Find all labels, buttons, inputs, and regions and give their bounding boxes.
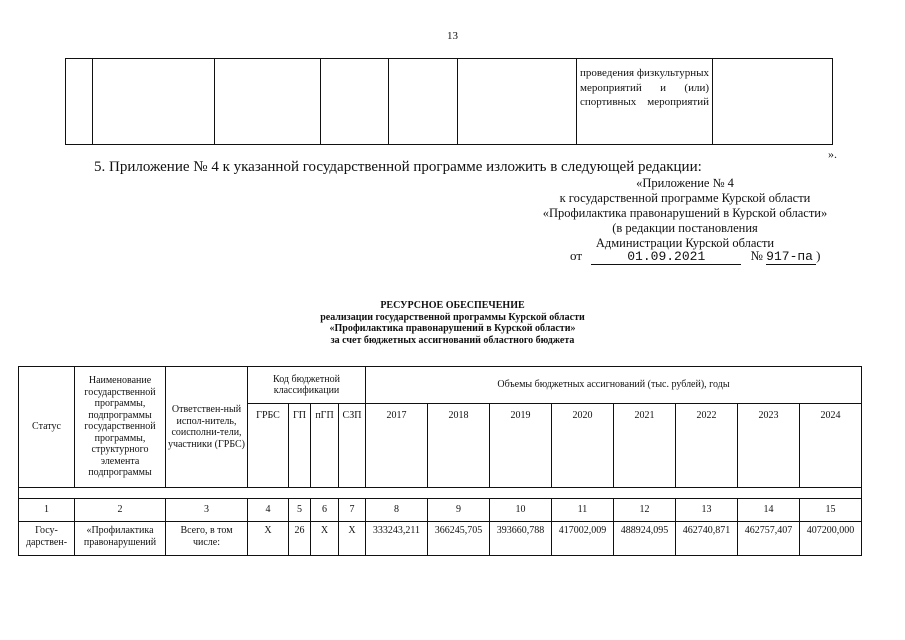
cell-grbs: Х [248,522,289,556]
appendix-line: «Профилактика правонарушений в Курской области» [542,206,828,220]
table-cell [577,59,713,145]
instruction-text: 5. Приложение № 4 к указанной государственной программе изложить в следующей редакции: [94,159,702,175]
column-number: 1 [19,499,75,522]
cell-value: 488924,095 [614,522,676,556]
header-budget-code: Код бюджетной классификации [248,367,366,404]
header-year: 2018 [428,404,490,488]
appendix-header [470,176,900,251]
header-year: 2020 [552,404,614,488]
header-year: 2019 [490,404,552,488]
appendix-line: к государственной программе Курской области [559,191,811,205]
column-number: 6 [311,499,339,522]
cell-status: Госу-дарствен- [19,522,75,556]
header-year: 2023 [738,404,800,488]
resource-table [18,366,862,556]
resource-title [0,300,905,346]
table-cell [458,59,577,145]
header-grbs: ГРБС [248,404,289,488]
cell-responsible: Всего, в том числе: [166,522,248,556]
header-responsible: Ответствен-ный испол-нитель, соисполни-тели, участники (ГРБС) [166,367,248,488]
cell-pgp: Х [311,522,339,556]
table-cell [389,59,458,145]
appendix-line: Администрации Курской области [595,236,775,250]
resource-title-line: «Профилактика правонарушений в Курской области» [329,323,576,334]
header-szp: СЗП [339,404,366,488]
number-prefix: № [750,248,763,263]
column-number: 4 [248,499,289,522]
column-number: 14 [738,499,800,522]
table-cell [66,59,93,145]
table-cell [321,59,389,145]
column-number: 3 [166,499,248,522]
column-number: 5 [289,499,311,522]
column-number: 15 [800,499,862,522]
resource-title-line: за счет бюджетных ассигнований областного бюджета [330,334,575,346]
header-year: 2017 [366,404,428,488]
resource-title-line: реализации государственной программы Курской области [320,311,585,323]
cell-value: 462740,871 [676,522,738,556]
column-number: 2 [75,499,166,522]
cell-name: «Профилактика правонарушений [75,522,166,556]
header-gp: ГП [289,404,311,488]
appendix-title: «Приложение № 4 [636,176,734,190]
table-cell [215,59,321,145]
decree-date-line [570,248,821,265]
continuation-table [65,58,833,145]
header-year: 2022 [676,404,738,488]
table-cell [93,59,215,145]
cell-szp: Х [339,522,366,556]
header-year: 2024 [800,404,862,488]
cell-value: 407200,000 [800,522,862,556]
resource-title-heading: РЕСУРСНОЕ ОБЕСПЕЧЕНИЕ [380,300,525,311]
table-row [19,522,862,556]
column-number: 11 [552,499,614,522]
header-year: 2021 [614,404,676,488]
cell-gp: 26 [289,522,311,556]
column-number-row [19,499,862,522]
table-spacer [19,488,862,499]
cell-value: 462757,407 [738,522,800,556]
closing-quote: ». [828,147,837,161]
column-number: 8 [366,499,428,522]
number-suffix: ) [816,248,821,263]
table-cell [713,59,833,145]
cell-value: 417002,009 [552,522,614,556]
column-number: 12 [614,499,676,522]
column-number: 10 [490,499,552,522]
table-header-row [19,367,862,404]
header-volumes: Объемы бюджетных ассигнований (тыс. рублей), годы [366,367,862,404]
decree-date: 01.09.2021 [591,249,741,265]
header-name: Наименование государственной программы, подпрограммы государственной программы, структурного элемента подпрограммы [75,367,166,488]
cell-value: 333243,211 [366,522,428,556]
column-number: 7 [339,499,366,522]
date-prefix: от [570,248,583,263]
appendix-line: (в редакции постановления [612,221,758,235]
table-row [66,59,833,145]
column-number: 9 [428,499,490,522]
cell-value: 393660,788 [490,522,552,556]
header-status: Статус [19,367,75,488]
page-number: 13 [447,30,458,42]
continuation-text: проведения физкультурных мероприятий и (или) спортивных мероприятий [580,67,709,108]
table-spacer-row [19,488,862,499]
decree-number: 917-па [766,249,816,265]
column-number: 13 [676,499,738,522]
cell-value: 366245,705 [428,522,490,556]
header-pgp: пГП [311,404,339,488]
